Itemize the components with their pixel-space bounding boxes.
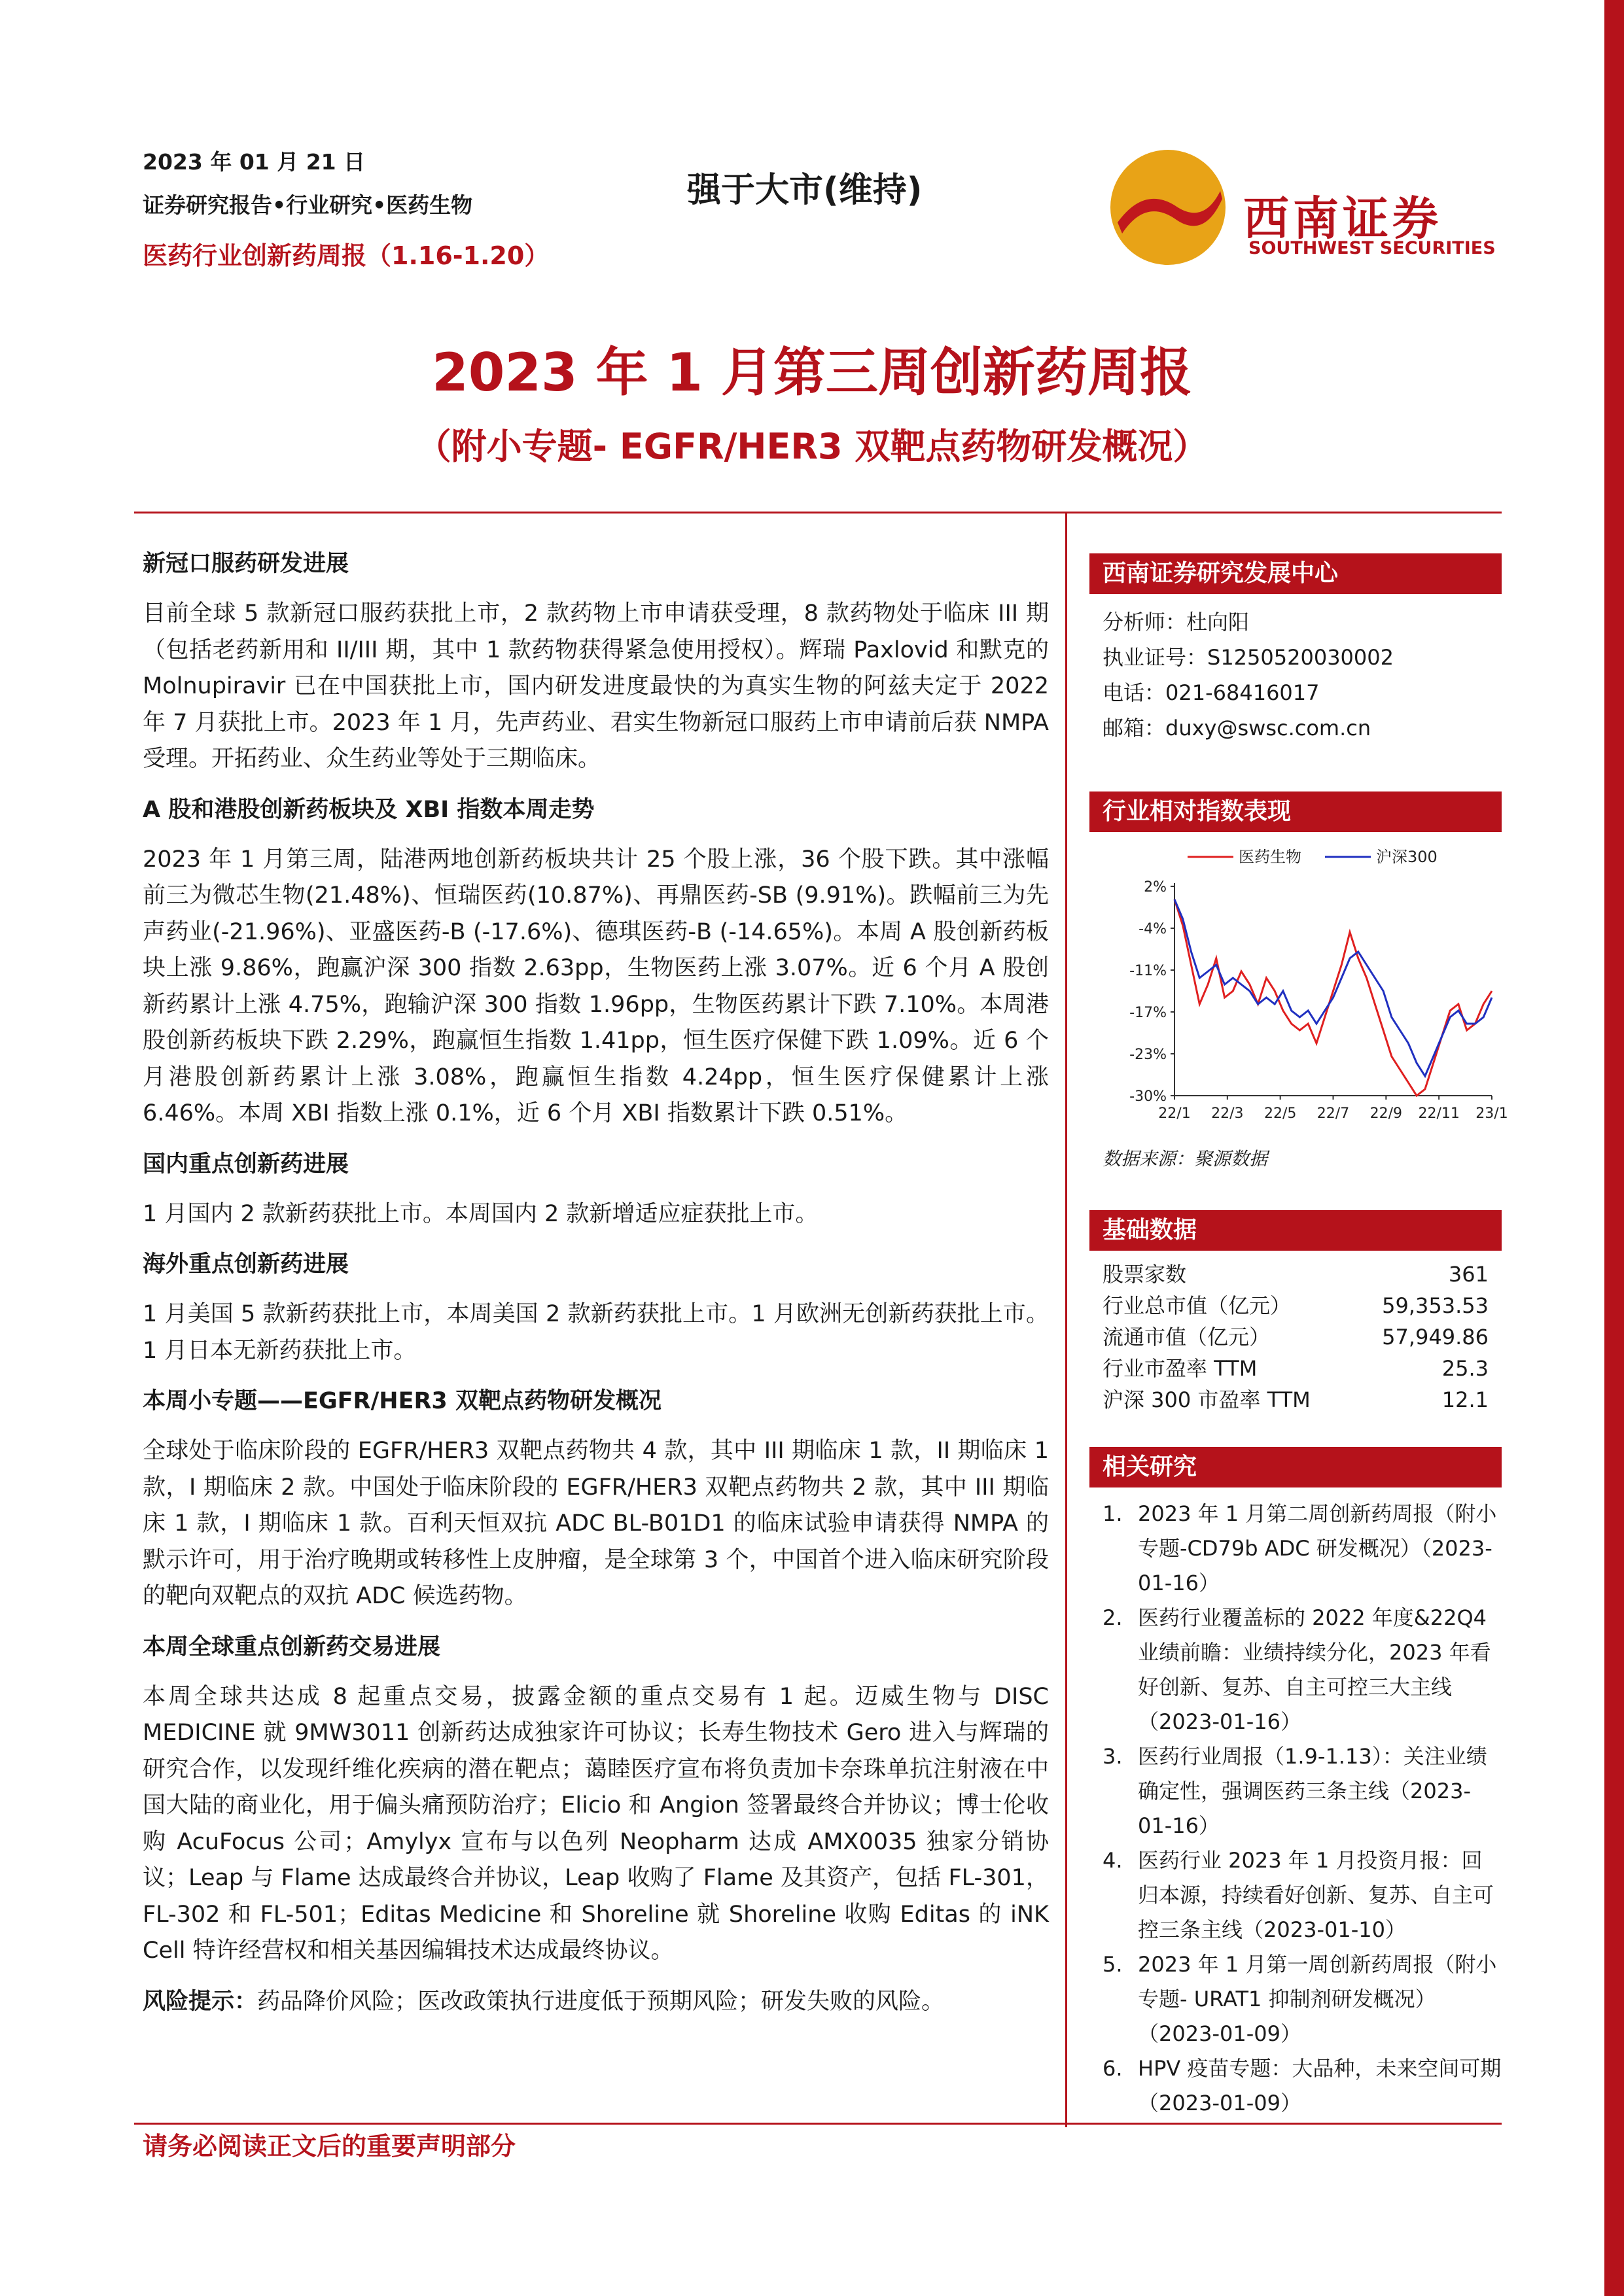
rating: 强于大市(维持)	[687, 171, 923, 210]
footer-disclaimer: 请务必阅读正文后的重要声明部分	[143, 2132, 516, 2161]
main-content	[143, 546, 1049, 2034]
section-heading: A 股和港股创新药板块及 XBI 指数本周走势	[143, 796, 595, 823]
section-body: 1 月国内 2 款新药获批上市。本周国内 2 款新增适应症获批上市。	[143, 1200, 819, 1227]
report-date: 2023 年 01 月 21 日	[143, 149, 366, 175]
report-category: 证券研究报告•行业研究•医药生物	[143, 192, 473, 218]
related-item[interactable]	[1089, 2051, 1502, 2121]
related-title: 医药行业覆盖标的 2022 年度&22Q4 业绩前瞻：业绩持续分化，2023 年看好创新、复苏、自主可控三大主线（2023-01-16）	[1138, 1605, 1491, 1734]
x-tick-label: 22/1	[1158, 1105, 1191, 1122]
basic-row	[1089, 1384, 1502, 1416]
basic-value: 12.1	[1441, 1387, 1489, 1412]
sidebar-heading: 西南证券研究发展中心	[1089, 553, 1502, 594]
y-tick-label: -11%	[1129, 963, 1167, 979]
sidebar-performance	[1089, 791, 1502, 832]
section-body: 1 月美国 5 款新药获批上市，本周美国 2 款新药获批上市。1 月欧洲无创新药获批上市。1 月日本无新药获批上市。	[143, 1301, 1049, 1364]
weekly-tag: 医药行业创新药周报（1.16-1.20）	[143, 241, 550, 270]
section-special-topic	[143, 1383, 1049, 1615]
license-number: 执业证号：S1250520030002	[1103, 645, 1394, 670]
basic-value: 25.3	[1441, 1356, 1489, 1381]
related-number: 4.	[1103, 1848, 1123, 1873]
basic-value: 57,949.86	[1382, 1325, 1489, 1349]
related-item[interactable]	[1089, 1739, 1502, 1843]
section-heading: 海外重点创新药进展	[143, 1251, 349, 1278]
analyst: 分析师：杜向阳	[1103, 610, 1250, 635]
section-overseas	[143, 1247, 1049, 1369]
basic-key: 行业市盈率 TTM	[1103, 1356, 1258, 1381]
related-title: HPV 疫苗专题：大品种，未来空间可期（2023-01-09）	[1138, 2056, 1502, 2115]
sidebar-heading: 相关研究	[1089, 1447, 1502, 1487]
basic-key: 流通市值（亿元）	[1103, 1325, 1271, 1349]
x-tick-label: 22/3	[1211, 1105, 1244, 1122]
page-title: 2023 年 1 月第三周创新药周报	[432, 342, 1192, 403]
footer-divider	[134, 2123, 1502, 2125]
relative-index-chart	[1089, 837, 1508, 1132]
y-tick-label: -4%	[1139, 921, 1167, 937]
related-number: 1.	[1103, 1501, 1123, 1526]
basic-row	[1089, 1259, 1502, 1290]
section-heading: 国内重点创新药进展	[143, 1151, 349, 1177]
logo-name: 西南证券	[1243, 191, 1442, 245]
legend-label: 沪深300	[1376, 848, 1438, 866]
related-number: 3.	[1103, 1744, 1123, 1769]
related-number: 5.	[1103, 1952, 1123, 1977]
section-heading: 本周全球重点创新药交易进展	[143, 1633, 441, 1660]
logo-english-name: SOUTHWEST SECURITIES	[1248, 238, 1496, 258]
basic-key: 沪深 300 市盈率 TTM	[1103, 1387, 1311, 1412]
section-body: 目前全球 5 款新冠口服药获批上市，2 款药物上市申请获受理，8 款药物处于临床 III 期（包括老药新用和 II/III 期，其中 1 款药物获得紧急使用授权）。辉瑞 Paxlovid 和默克的 Molnupiravir 已在中国获批上市，国内研发进度最快的为真实生物的阿兹夫定于 2022 年 7 月获批上市。2023 年 1 月，先声药业、君实生物新冠口服药上市申请前后获 NMPA 受理。开拓药业、众生药业等处于三期临床。	[143, 600, 1049, 772]
column-divider	[1065, 512, 1067, 2127]
basic-row	[1089, 1290, 1502, 1321]
x-tick-label: 22/7	[1316, 1105, 1350, 1122]
x-tick-label: 22/11	[1418, 1105, 1460, 1122]
y-tick-label: -17%	[1129, 1005, 1167, 1021]
basic-row	[1089, 1353, 1502, 1384]
phone: 电话：021-68416017	[1103, 680, 1320, 705]
sidebar-heading: 行业相对指数表现	[1089, 791, 1502, 832]
related-title: 2023 年 1 月第二周创新药周报（附小专题-CD79b ADC 研发概况）（2023-01-16）	[1138, 1501, 1497, 1595]
y-tick-label: -23%	[1129, 1047, 1167, 1063]
sidebar-related-research	[1089, 1447, 1502, 2121]
data-source: 数据来源：聚源数据	[1103, 1148, 1268, 1170]
related-number: 6.	[1103, 2056, 1123, 2081]
related-item[interactable]	[1089, 1947, 1502, 2051]
related-number: 2.	[1103, 1605, 1123, 1630]
page-subtitle: （附小专题- EGFR/HER3 双靶点药物研发概况）	[415, 426, 1209, 467]
section-market	[143, 792, 1049, 1132]
x-tick-label: 23/1	[1475, 1105, 1508, 1122]
section-heading: 新冠口服药研发进展	[143, 551, 349, 577]
section-deals	[143, 1629, 1049, 1970]
section-covid-oral	[143, 546, 1049, 778]
section-body: 2023 年 1 月第三周，陆港两地创新药板块共计 25 个股上涨，36 个股下跌。其中涨幅前三为微芯生物(21.48%)、恒瑞医药(10.87%)、再鼎医药-SB (9.91%)。跌幅前三为先声药业(-21.96%)、亚盛医药-B (-17.6%)、德琪医药-B (-14.65%)。本周 A 股创新药板块上涨 9.86%，跑赢沪深 300 指数 2.63pp，生物医药上涨 3.07%。近 6 个月 A 股创新药累计上涨 4.75%，跑输沪深 300 指数 1.96pp，生物医药累计下跌 7.10%。本周港股创新药板块下跌 2.29%，跑赢恒生指数 1.41pp，恒生医疗保健下跌 1.09%。近 6 个月港股创新药累计上涨 3.08%，跑赢恒生指数 4.24pp，恒生医疗保健累计上涨 6.46%。本周 XBI 指数上涨 0.1%，近 6 个月 XBI 指数累计下跌 0.51%。	[143, 846, 1049, 1126]
section-body: 全球处于临床阶段的 EGFR/HER3 双靶点药物共 4 款，其中 III 期临床 1 款，II 期临床 1 款，I 期临床 2 款。中国处于临床阶段的 EGFR/HER3 双靶点药物共 2 款，其中 III 期临床 1 款，I 期临床 1 款。百利天恒双抗 ADC BL-B01D1 的临床试验申请获得 NMPA 的默示许可，用于治疗晚期或转移性上皮肿瘤，是全球第 3 个，中国首个进入临床研究阶段的靶向双靶点的双抗 ADC 候选药物。	[143, 1438, 1049, 1609]
top-divider	[134, 512, 1502, 513]
section-domestic	[143, 1147, 1049, 1233]
y-tick-label: 2%	[1144, 879, 1167, 896]
related-title: 医药行业 2023 年 1 月投资月报：回归本源，持续看好创新、复苏、自主可控三条主线（2023-01-10）	[1138, 1848, 1494, 1942]
risk-text: 药品降价风险；医改政策执行进度低于预期风险；研发失败的风险。	[257, 1988, 945, 2015]
sidebar-heading: 基础数据	[1089, 1210, 1502, 1251]
section-body: 本周全球共达成 8 起重点交易，披露金额的重点交易有 1 起。迈威生物与 DISC MEDICINE 就 9MW3011 创新药达成独家许可协议；长寿生物技术 Gero 进入与辉瑞的研究合作，以发现纤维化疾病的潜在靶点；蔼睦医疗宣布将负责加卡奈珠单抗注射液在中国大陆的商业化，用于偏头痛预防治疗；Elicio 和 Angion 签署最终合并协议；博士伦收购 AcuFocus 公司；Amylyx 宣布与以色列 Neopharm 达成 AMX0035 独家分销协议；Leap 与 Flame 达成最终合并协议，Leap 收购了 Flame 及其资产，包括 FL-301，FL-302 和 FL-501；Editas Medicine 和 Shoreline 就 Shoreline 收购 Editas 的 iNK Cell 特许经营权和相关基因编辑技术达成最终协议。	[143, 1683, 1049, 1964]
basic-key: 股票家数	[1103, 1262, 1187, 1287]
email: 邮箱：duxy@swsc.com.cn	[1103, 716, 1371, 740]
basic-value: 361	[1448, 1262, 1489, 1287]
related-item[interactable]	[1089, 1497, 1502, 1601]
risk-label: 风险提示：	[143, 1988, 258, 2015]
x-tick-label: 22/9	[1369, 1105, 1403, 1122]
related-title: 2023 年 1 月第一周创新药周报（附小专题- URAT1 抑制剂研发概况）（2023-01-09）	[1138, 1952, 1497, 2046]
legend-label: 医药生物	[1239, 848, 1301, 866]
related-title: 医药行业周报（1.9-1.13）：关注业绩确定性，强调医药三条主线（2023-01-16）	[1138, 1744, 1487, 1838]
x-tick-label: 22/5	[1263, 1105, 1297, 1122]
section-heading: 本周小专题——EGFR/HER3 双靶点药物研发概况	[143, 1388, 662, 1414]
basic-row	[1089, 1321, 1502, 1353]
basic-value: 59,353.53	[1382, 1293, 1489, 1318]
risk-note	[143, 1984, 1049, 2021]
basic-key: 行业总市值（亿元）	[1103, 1293, 1292, 1318]
related-item[interactable]	[1089, 1601, 1502, 1739]
y-tick-label: -30%	[1129, 1088, 1167, 1105]
sidebar-research-center	[1089, 553, 1502, 746]
sidebar-basic-data	[1089, 1210, 1502, 1416]
related-item[interactable]	[1089, 1843, 1502, 1947]
